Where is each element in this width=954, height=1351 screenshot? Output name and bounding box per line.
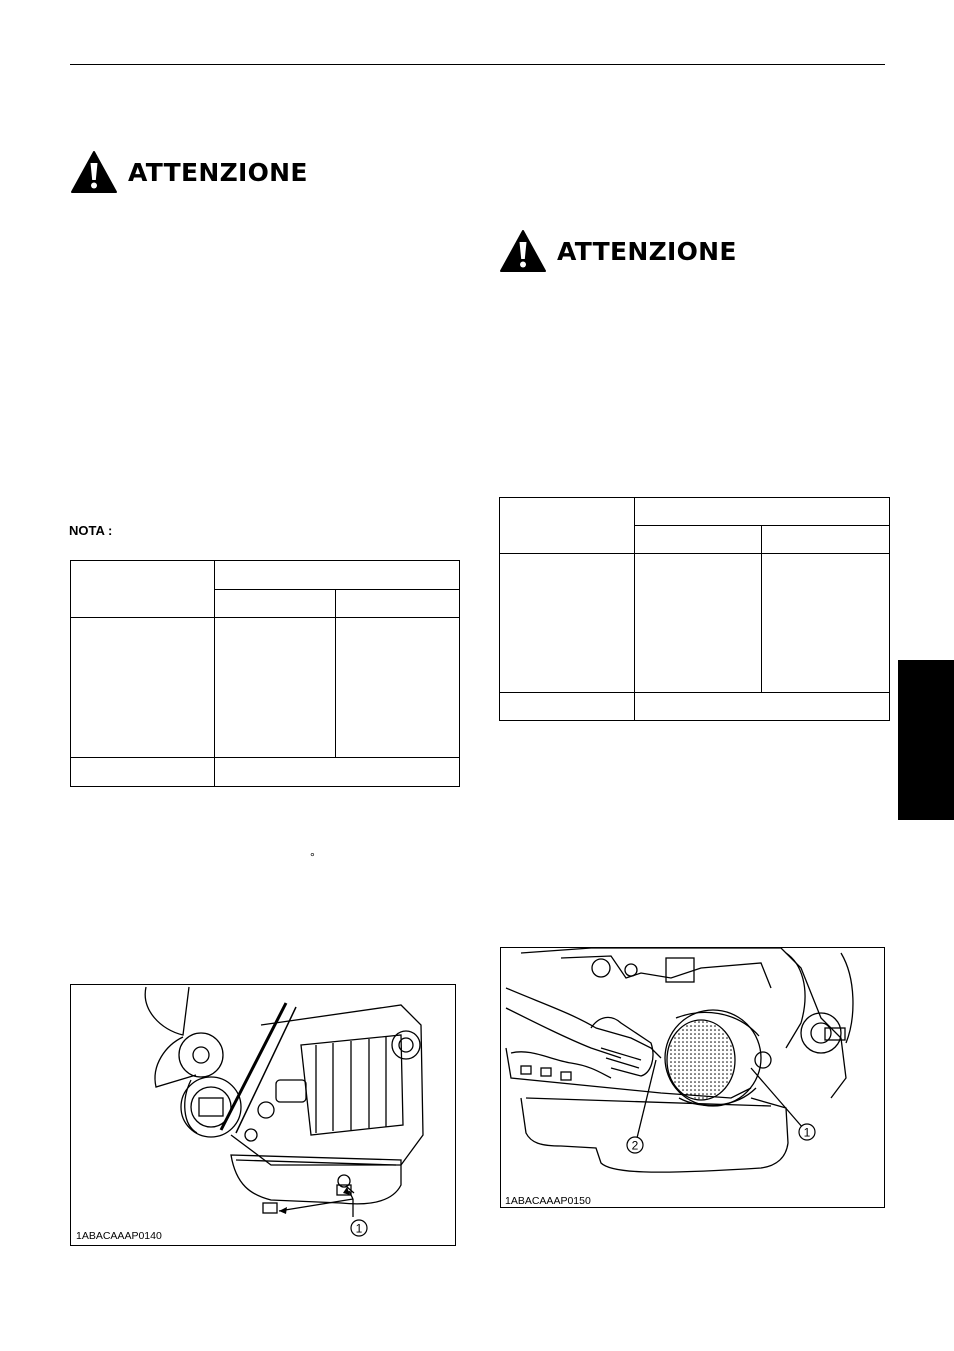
warning-triangle-icon xyxy=(70,150,118,194)
table-cell xyxy=(500,498,635,554)
table-cell xyxy=(635,526,762,554)
table-cell xyxy=(336,590,460,618)
table-cell xyxy=(635,693,890,721)
callout-1: 1 xyxy=(803,1125,811,1140)
callout-2: 2 xyxy=(631,1138,639,1153)
table-cell xyxy=(215,590,336,618)
figure-code: 1ABACAAAP0140 xyxy=(76,1230,162,1242)
oil-filter-illustration xyxy=(501,948,884,1207)
warning-heading-right xyxy=(499,229,737,273)
header-rule xyxy=(70,64,885,65)
figure-oil-filter xyxy=(500,947,885,1208)
engine-drain-illustration xyxy=(71,985,455,1245)
nota-label: NOTA : xyxy=(69,523,113,538)
figure-code: 1ABACAAAP0150 xyxy=(505,1195,591,1207)
table-cell xyxy=(215,758,460,787)
table-cell xyxy=(71,618,215,758)
table-cell xyxy=(635,554,762,693)
warning-title: ATTENZIONE xyxy=(128,157,308,187)
spec-table-right xyxy=(499,497,890,721)
warning-heading-left xyxy=(70,150,308,194)
table-cell xyxy=(635,498,890,526)
table-cell xyxy=(762,554,890,693)
table-cell xyxy=(215,618,336,758)
table-cell xyxy=(500,554,635,693)
table-cell xyxy=(336,618,460,758)
warning-title: ATTENZIONE xyxy=(557,236,737,266)
section-side-tab xyxy=(898,660,954,820)
table-cell xyxy=(71,758,215,787)
table-cell xyxy=(215,561,460,590)
table-cell xyxy=(71,561,215,618)
spec-table-left xyxy=(70,560,460,787)
warning-triangle-icon xyxy=(499,229,547,273)
table-cell xyxy=(762,526,890,554)
degree-symbol: ° xyxy=(310,850,315,864)
callout-1: 1 xyxy=(355,1221,363,1236)
figure-engine-drain xyxy=(70,984,456,1246)
table-cell xyxy=(500,693,635,721)
